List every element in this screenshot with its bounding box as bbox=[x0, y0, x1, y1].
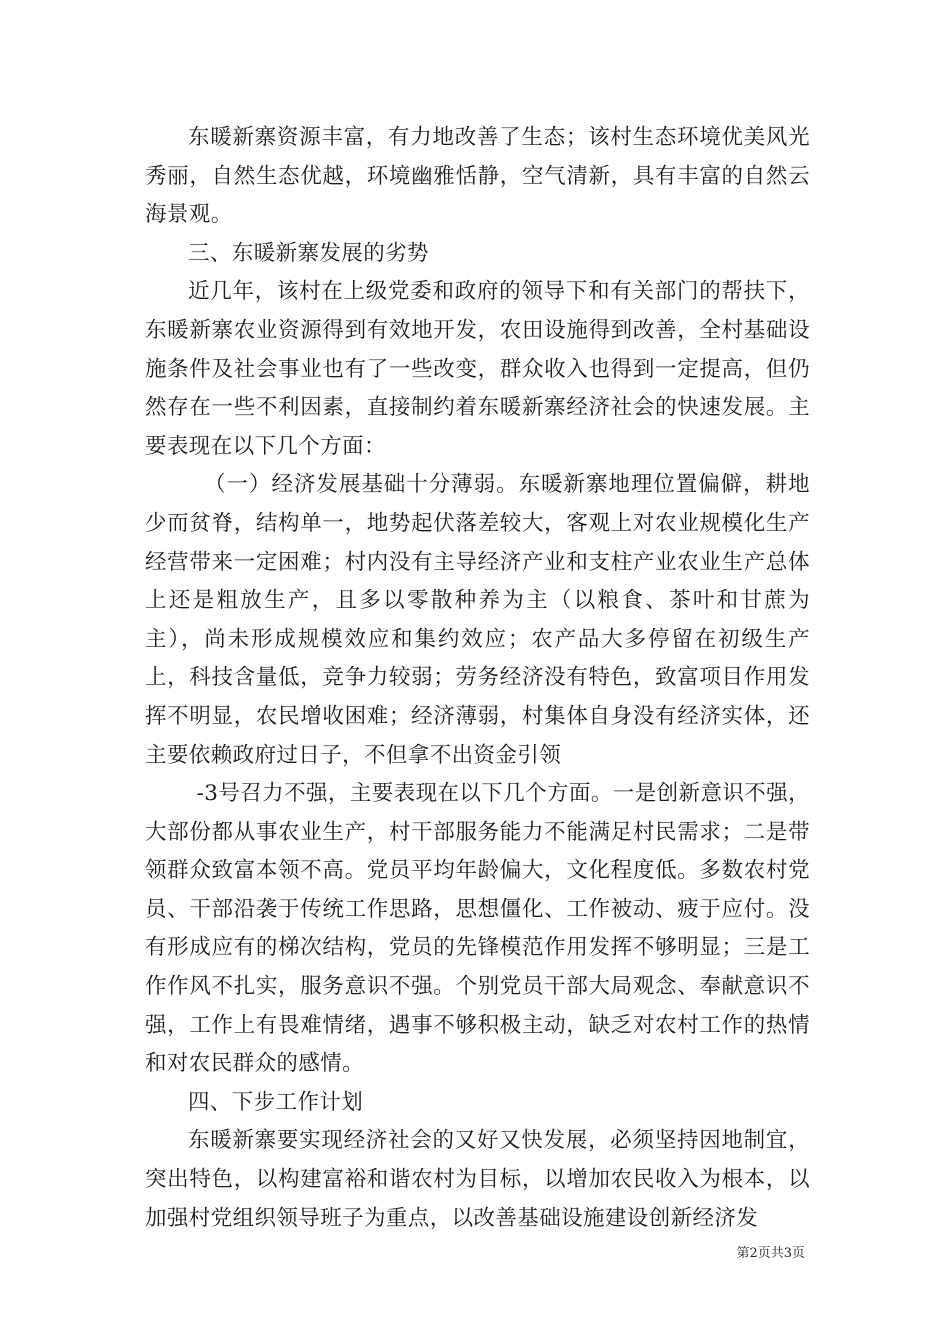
paragraph-overview: 近几年，该村在上级党委和政府的领导下和有关部门的帮扶下，东暖新寨农业资源得到有效地开发，农田设施得到改善，全村基础设施条件及社会事业也有了一些改变，群众收入也得到一定提高，但仍然存在一些不利因素，直接制约着东暖新寨经济社会的快速发展。主要表现在以下几个方面： bbox=[145, 279, 810, 459]
section-heading-disadvantages: 三、东暖新寨发展的劣势 bbox=[188, 240, 429, 266]
paragraph-plan: 东暖新寨要实现经济社会的又好又快发展，必须坚持因地制宜，突出特色，以构建富裕和谐农村为目标，以增加农民收入为根本，以加强村党组织领导班子为重点，以改善基础设施建设创新经济发 bbox=[145, 1128, 810, 1231]
paragraph-party-weakness: -3号召力不强，主要表现在以下几个方面。一是创新意识不强，大部份都从事农业生产，村干部服务能力不能满足村民需求；二是带领群众致富本领不高。党员平均年龄偏大，文化程度低。多数农村党员、干部沿袭于传统工作思路，思想僵化、工作被动、疲于应付。没有形成应有的梯次结构，党员的先锋模范作用发挥不够明显；三是工作作风不扎实，服务意识不强。个别党员干部大局观念、奉献意识不强，工作上有畏难情绪，遇事不够积极主动，缺乏对农村工作的热情和对农民群众的感情。 bbox=[145, 781, 810, 1077]
page-number: 第2页共3页 bbox=[736, 1246, 805, 1261]
document-body bbox=[145, 119, 810, 1238]
paragraph-ecology: 东暖新寨资源丰富，有力地改善了生态；该村生态环境优美风光秀丽，自然生态优越，环境幽雅恬静，空气清新，具有丰富的自然云海景观。 bbox=[145, 125, 810, 228]
paragraph-economic-weakness: （一）经济发展基础十分薄弱。东暖新寨地理位置偏僻，耕地少而贫脊，结构单一，地势起伏落差较大，客观上对农业规模化生产经营带来一定困难；村内没有主导经济产业和支柱产业农业生产总体上还是粗放生产，且多以零散种养为主（以粮食、茶叶和甘蔗为主），尚未形成规模效应和集约效应；农产品大多停留在初级生产上，科技含量低，竞争力较弱；劳务经济没有特色，致富项目作用发挥不明显，农民增收困难；经济薄弱，村集体自身没有经济实体，还主要依赖政府过日子，不但拿不出资金引领 bbox=[145, 472, 810, 768]
section-heading-next-steps: 四、下步工作计划 bbox=[188, 1089, 364, 1115]
